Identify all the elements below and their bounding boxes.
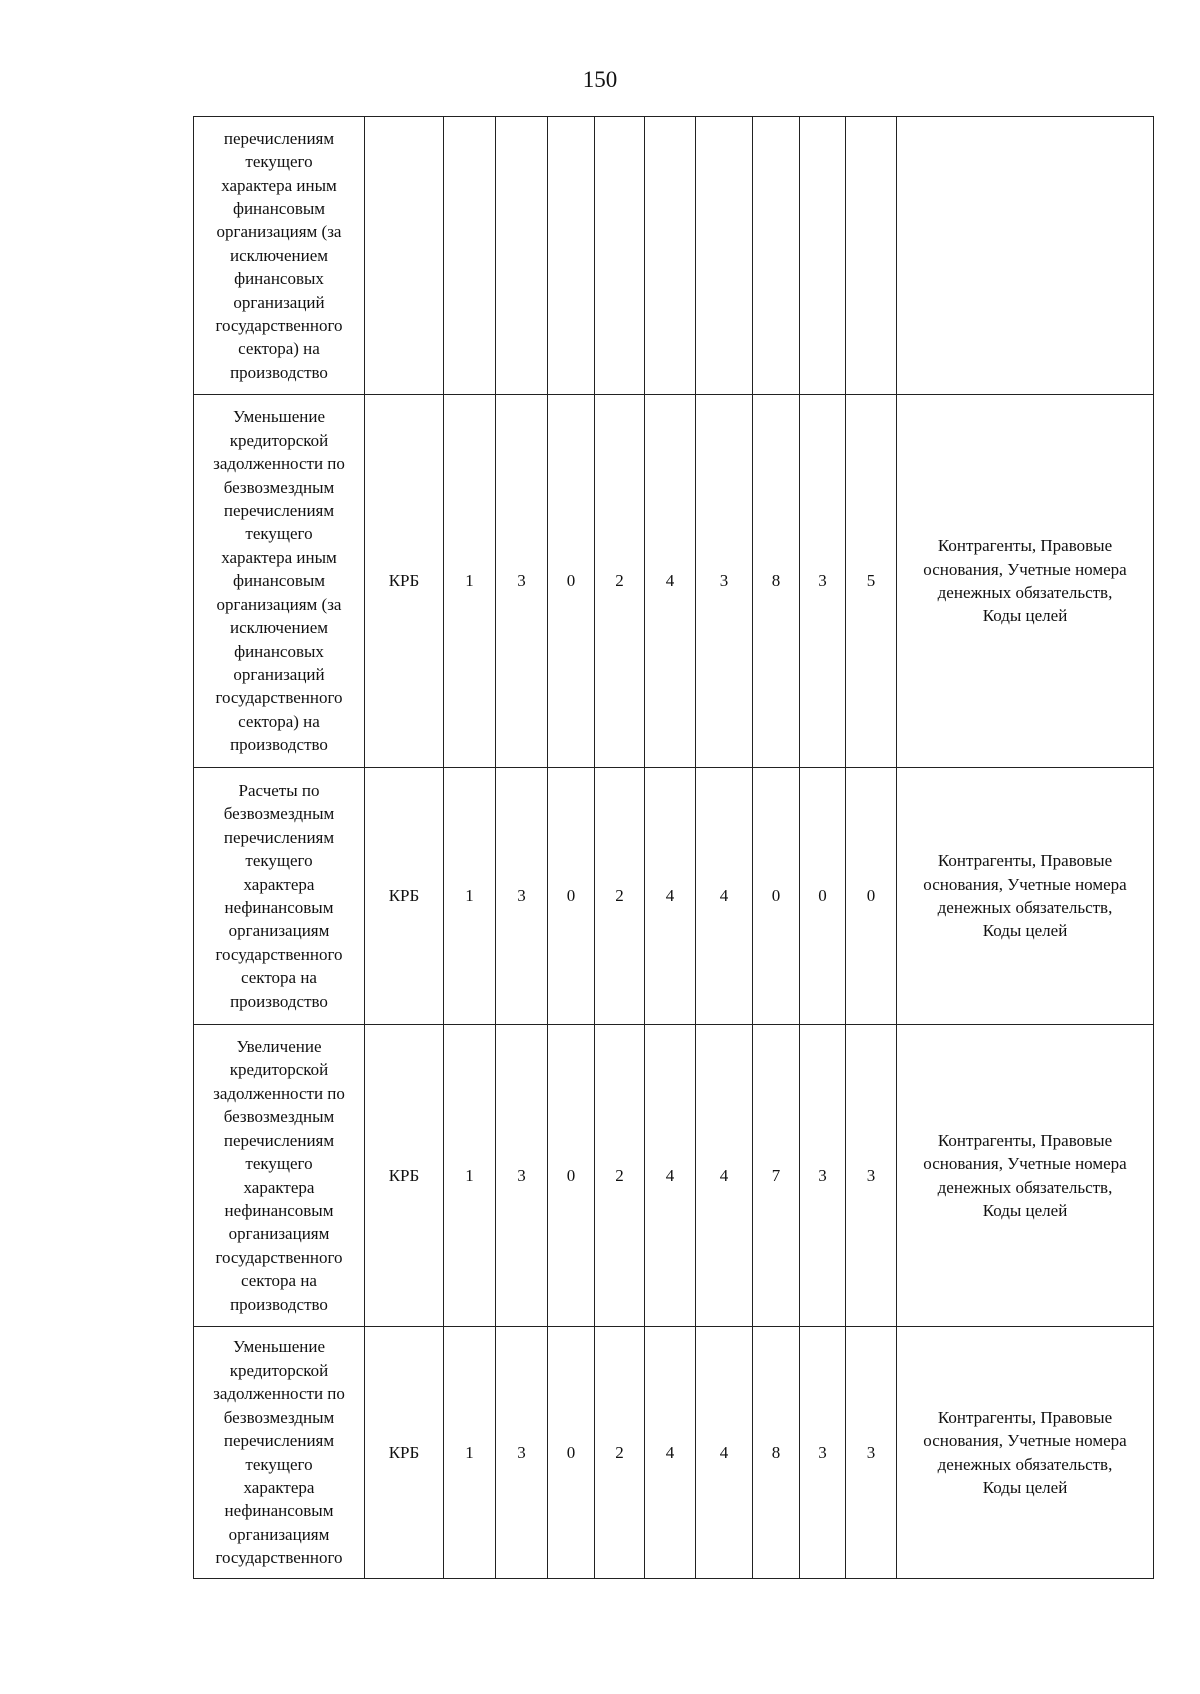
digit-cell: 0 [548,1025,595,1327]
digit-cell: 4 [645,1327,696,1579]
digit-cell: 3 [846,1025,897,1327]
digit-cell: 1 [444,768,496,1025]
digit-cell: 4 [645,768,696,1025]
digit-cell: 4 [696,1327,753,1579]
analytics-cell: Контрагенты, Правовые основания, Учетные номера денежных обязательств, Коды целей [897,1025,1154,1327]
digit-cell: 3 [496,1327,548,1579]
table-row [194,117,1154,395]
accounts-table [193,116,1154,1579]
digit-cell: 2 [595,395,645,768]
digit-cell: 4 [696,768,753,1025]
description-cell: перечислениям текущего характера иным финансовым организациям (за исключением финансовых организаций государственного сектора) на производство [194,117,365,395]
digit-cell: 3 [696,395,753,768]
digit-cell: 2 [595,1327,645,1579]
description-cell: Расчеты по безвозмездным перечислениям текущего характера нефинансовым организациям государственного сектора на производство [194,768,365,1025]
digit-cell: 0 [800,768,846,1025]
digit-cell: 3 [496,768,548,1025]
code-cell: КРБ [365,768,444,1025]
digit-cell: 0 [548,395,595,768]
digit-cell [444,117,496,395]
digit-cell [753,117,800,395]
digit-cell: 0 [548,768,595,1025]
digit-cell: 0 [846,768,897,1025]
code-cell: КРБ [365,1025,444,1327]
digit-cell: 3 [846,1327,897,1579]
digit-cell: 3 [800,1025,846,1327]
code-cell: КРБ [365,395,444,768]
code-cell [365,117,444,395]
digit-cell: 5 [846,395,897,768]
table-row [194,1025,1154,1327]
table-row [194,768,1154,1025]
digit-cell: 1 [444,395,496,768]
digit-cell: 8 [753,1327,800,1579]
digit-cell: 3 [496,1025,548,1327]
digit-cell: 0 [548,1327,595,1579]
digit-cell [548,117,595,395]
table-row [194,395,1154,768]
digit-cell [846,117,897,395]
code-cell: КРБ [365,1327,444,1579]
analytics-cell: Контрагенты, Правовые основания, Учетные номера денежных обязательств, Коды целей [897,395,1154,768]
digit-cell [645,117,696,395]
digit-cell: 3 [496,395,548,768]
digit-cell: 7 [753,1025,800,1327]
analytics-cell [897,117,1154,395]
digit-cell: 4 [696,1025,753,1327]
analytics-cell: Контрагенты, Правовые основания, Учетные номера денежных обязательств, Коды целей [897,768,1154,1025]
digit-cell: 8 [753,395,800,768]
digit-cell [800,117,846,395]
digit-cell: 4 [645,395,696,768]
digit-cell: 1 [444,1025,496,1327]
digit-cell: 3 [800,395,846,768]
digit-cell: 3 [800,1327,846,1579]
digit-cell: 1 [444,1327,496,1579]
description-cell: Увеличение кредиторской задолженности по безвозмездным перечислениям текущего характера нефинансовым организациям государственного сектора на производство [194,1025,365,1327]
description-cell: Уменьшение кредиторской задолженности по безвозмездным перечислениям текущего характера нефинансовым организациям государственного [194,1327,365,1579]
analytics-cell: Контрагенты, Правовые основания, Учетные номера денежных обязательств, Коды целей [897,1327,1154,1579]
table-row [194,1327,1154,1579]
digit-cell: 2 [595,768,645,1025]
digit-cell: 2 [595,1025,645,1327]
digit-cell [496,117,548,395]
digit-cell [696,117,753,395]
digit-cell: 4 [645,1025,696,1327]
digit-cell [595,117,645,395]
digit-cell: 0 [753,768,800,1025]
page-number: 150 [582,67,618,92]
description-cell: Уменьшение кредиторской задолженности по безвозмездным перечислениям текущего характера иным финансовым организациям (за исключением финансовых организаций государственного сектора) на производство [194,395,365,768]
